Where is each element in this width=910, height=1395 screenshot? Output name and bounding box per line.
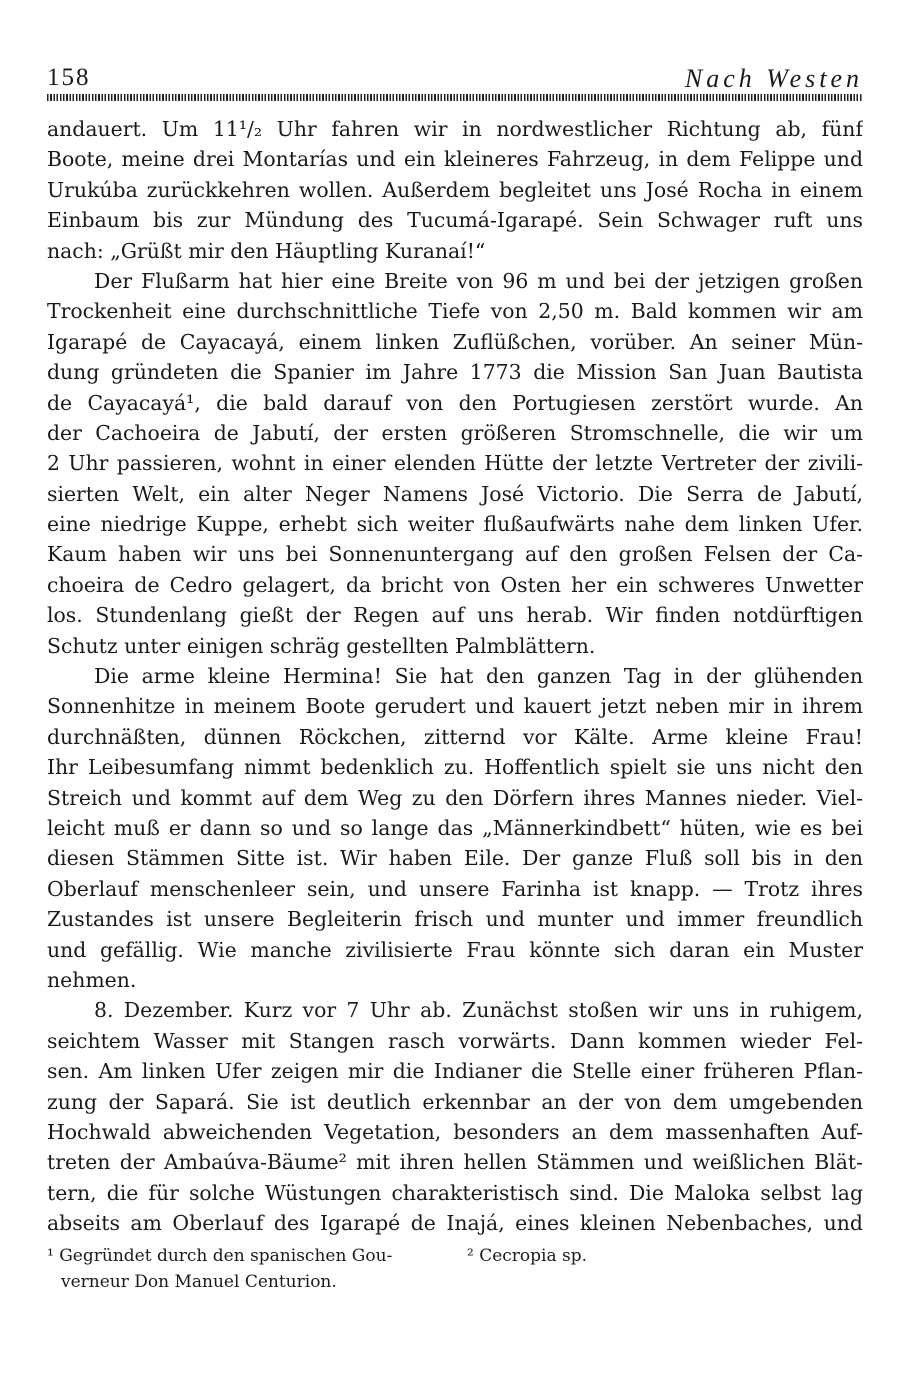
running-title: Nach Westen: [684, 64, 863, 93]
page-number: 158: [47, 64, 91, 91]
text-line: eine niedrige Kuppe, erhebt sich weiter flußaufwärts nahe dem linken Ufer.: [47, 512, 863, 537]
text-line: los. Stundenlang gießt der Regen auf uns herab. Wir finden notdürftigen: [47, 603, 863, 628]
text-line: 2 Uhr passieren, wohnt in einer elenden Hütte der letzte Vertreter der zivili-: [47, 451, 863, 476]
footnote-2: [467, 1243, 847, 1269]
text-line: zung der Sapará. Sie ist deutlich erkennbar an der von dem umgebenden: [47, 1089, 863, 1114]
body-text: [47, 114, 863, 1238]
text-line: Oberlauf menschenleer sein, und unsere Farinha ist knapp. — Trotz ihres: [47, 876, 863, 901]
text-line: Kaum haben wir uns bei Sonnenuntergang auf den großen Felsen der Ca-: [47, 542, 863, 567]
footnote-line: ¹ Gegründet durch den spanischen Gou-: [47, 1246, 393, 1266]
footnote-1: [47, 1243, 447, 1295]
text-line: andauert. Um 11¹/₂ Uhr fahren wir in nordwestlicher Richtung ab, fünf: [47, 117, 863, 141]
text-line: der Cachoeira de Jabutí, der ersten größeren Stromschnelle, die wir um: [47, 420, 863, 445]
text-line: Urukúba zurückkehren wollen. Außerdem begleitet uns José Rocha in einem: [47, 177, 863, 202]
text-line: Schutz unter einigen schräg gestellten Palmblättern.: [47, 633, 596, 658]
text-line: Der Flußarm hat hier eine Breite von 96 m und bei der jetzigen großen: [94, 268, 863, 293]
text-line: diesen Stämmen Sitte ist. Wir haben Eile. Der ganze Fluß soll bis in den: [47, 846, 863, 871]
text-line: Igarapé de Cayacayá, einem linken Zuflüßchen, vorüber. An seiner Mün-: [47, 329, 863, 354]
text-line: treten der Ambaúva-Bäume² mit ihren hellen Stämmen und weißlichen Blät-: [47, 1150, 863, 1175]
text-line: durchnäßten, dünnen Röckchen, zitternd vor Kälte. Arme kleine Frau!: [47, 724, 863, 749]
text-line: Sonnenhitze in meinem Boote gerudert und kauert jetzt neben mir in ihrem: [47, 694, 863, 719]
text-line: Die arme kleine Hermina! Sie hat den ganzen Tag in der glühenden: [94, 664, 863, 689]
text-line: Streich und kommt auf dem Weg zu den Dörfern ihres Mannes nieder. Viel-: [47, 785, 863, 810]
text-line: Hochwald abweichenden Vegetation, besonders an dem massenhaften Auf-: [47, 1119, 863, 1144]
page-header: [47, 64, 863, 94]
text-line: sen. Am linken Ufer zeigen mir die Indianer die Stelle einer früheren Pflan-: [47, 1059, 863, 1084]
text-line: 8. Dezember. Kurz vor 7 Uhr ab. Zunächst stoßen wir uns in ruhigem,: [94, 998, 863, 1023]
text-line: Ihr Leibesumfang nimmt bedenklich zu. Hoffentlich spielt sie uns nicht den: [47, 755, 863, 780]
text-line: leicht muß er dann so und so lange das „Männerkindbett“ hüten, wie es bei: [47, 815, 863, 840]
text-line: Boote, meine drei Montarías und ein kleineres Fahrzeug, in dem Felippe und: [47, 147, 863, 172]
header-rule: [47, 94, 863, 101]
text-line: de Cayacayá¹, die bald darauf von den Portugiesen zerstört wurde. An: [47, 390, 863, 415]
text-line: abseits am Oberlauf des Igarapé de Inajá, eines kleinen Nebenbaches, und: [47, 1211, 863, 1236]
footnote-line: verneur Don Manuel Centurion.: [61, 1272, 337, 1292]
text-line: sierten Welt, ein alter Neger Namens José Victorio. Die Serra de Jabutí,: [47, 481, 863, 506]
text-line: nehmen.: [47, 967, 137, 992]
text-line: Einbaum bis zur Mündung des Tucumá-Igarapé. Sein Schwager ruft uns: [47, 208, 863, 233]
text-line: choeira de Cedro gelagert, da bricht von Osten her ein schweres Unwetter: [47, 572, 863, 597]
text-line: und gefällig. Wie manche zivilisierte Frau könnte sich daran ein Muster: [47, 937, 863, 962]
text-line: seichtem Wasser mit Stangen rasch vorwärts. Dann kommen wieder Fel-: [47, 1028, 863, 1053]
text-line: tern, die für solche Wüstungen charakteristisch sind. Die Maloka selbst lag: [47, 1180, 863, 1205]
text-line: dung gründeten die Spanier im Jahre 1773 die Mission San Juan Bautista: [47, 360, 863, 385]
text-line: nach: „Grüßt mir den Häuptling Kuranaí!“: [47, 238, 486, 263]
text-line: Zustandes ist unsere Begleiterin frisch und munter und immer freundlich: [47, 907, 863, 932]
text-line: Trockenheit eine durchschnittliche Tiefe von 2,50 m. Bald kommen wir am: [47, 299, 863, 324]
footnote-line: ² Cecropia sp.: [467, 1246, 588, 1266]
